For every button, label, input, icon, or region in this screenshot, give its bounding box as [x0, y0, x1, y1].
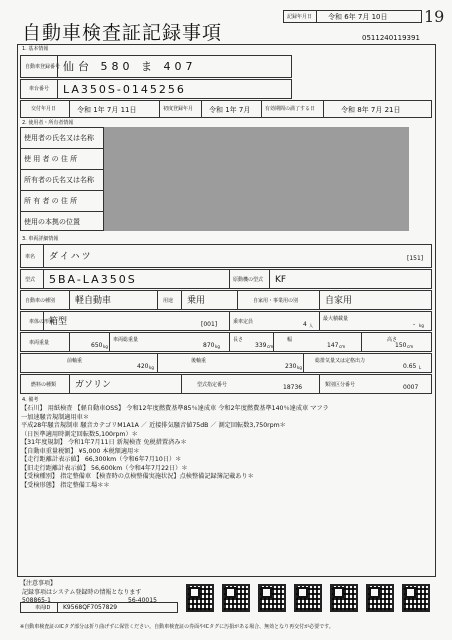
dates-row — [20, 100, 432, 118]
body-code: [001] — [201, 321, 218, 328]
reg-number-label: 自動車登録番号 — [25, 64, 61, 70]
doc-number: 0511240119391 — [362, 34, 420, 42]
section3-heading: 3. 車両詳細情報 — [22, 236, 59, 242]
type-row — [20, 290, 432, 310]
displacement-unit: L — [419, 365, 422, 370]
record-date-value: 令和 6年 7月 10日 — [328, 13, 388, 21]
max-load-unit: kg — [419, 323, 424, 328]
fuel-row — [20, 374, 432, 394]
chassis-row — [20, 79, 292, 99]
capacity-label: 乗車定員 — [233, 319, 254, 325]
maker-value: ダイハツ — [49, 252, 93, 262]
qr-code-1 — [186, 584, 214, 612]
remark-line: 平成28年騒音規制車 騒音カテゴリM1A1A ／ 近接排気騒音値75dB ／ 測定回転数3,750rpm＊ — [21, 422, 286, 429]
displacement-value: 0.65 — [403, 363, 417, 370]
engine-label: 原動機の型式 — [233, 277, 264, 283]
first-reg-label: 初度登録年月 — [163, 106, 194, 112]
remark-line: （日医準適用時測定回転数5,100rpm）＊ — [21, 430, 138, 438]
page-mark: 19 — [424, 7, 445, 26]
remark-line: 【自動車重量税額】 ¥5,000 本税額適用＊ — [21, 447, 140, 455]
reg-number-value: 仙台 580 ま 407 — [63, 60, 197, 73]
category-label: 類別区分番号 — [325, 382, 356, 388]
type-value: 軽自動車 — [75, 296, 112, 306]
notice-heading: 【注意事項】 — [20, 580, 57, 587]
height-value: 150 — [395, 342, 407, 349]
body-row — [20, 311, 432, 331]
bottom-note: ※自動車検査証のICタグ部分は折り曲げずに保管ください。自動車検査証の券面やICタグに汚損がある場合、無効となり再交付が必要です。 — [20, 624, 334, 630]
category-value: 0007 — [403, 384, 419, 391]
expiry-value: 令和 8年 7月 21日 — [341, 106, 401, 114]
fuel-label: 燃料の種類 — [31, 382, 57, 388]
capacity-unit: 人 — [309, 323, 313, 328]
length-value: 339 — [255, 342, 267, 349]
qr-code-7 — [402, 584, 430, 612]
body-label: 車体の形状 — [29, 319, 55, 325]
length-unit: cm — [267, 344, 274, 349]
owner-info-redaction — [104, 127, 409, 231]
maker-label: 車名 — [25, 254, 36, 260]
chassis-label: 車台番号 — [29, 86, 50, 92]
max-load-label: 最大積載量 — [323, 316, 349, 322]
height-unit: cm — [407, 344, 414, 349]
body-value: 箱型 — [49, 317, 68, 327]
remark-line: 【旧走行距離計表示値】 56,600km（令和4年7月22日）＊ — [21, 464, 188, 472]
business-label: 自家用・事業用の別 — [253, 298, 299, 304]
remark-line: 【走行距離計表示値】 66,300km（令和6年7月10日）＊ — [21, 456, 182, 463]
displacement-label: 総排気量又は定格出力 — [315, 358, 366, 364]
section4-heading: 4. 備考 — [22, 397, 39, 403]
remark-line: 【受検種別】 指定整備車 【検査時の点検整備実施状況】点検整備記録簿記載あり＊ — [21, 473, 254, 480]
issue-date-label: 交付年月日 — [31, 106, 57, 112]
use-label: 用途 — [163, 298, 174, 304]
gross-unit: kg — [215, 344, 220, 349]
record-date-label: 記録年月日 — [287, 14, 313, 20]
type-cert-label: 型式指定番号 — [197, 382, 228, 388]
model-value: 5BA-LA350S — [49, 273, 137, 286]
base-location-label: 使用の本拠の位置 — [24, 218, 80, 226]
front-axle-label: 前軸重 — [67, 358, 83, 364]
document-title: 自動車検査証記録事項 — [22, 22, 223, 44]
qr-code-5 — [330, 584, 358, 612]
front-axle-value: 420 — [137, 363, 149, 370]
axle-row — [20, 353, 432, 373]
width-unit: cm — [339, 344, 346, 349]
height-label: 高さ — [387, 337, 398, 343]
user-name-label: 使用者の氏名又は名称 — [24, 134, 94, 142]
model-row — [20, 269, 432, 289]
width-label: 幅 — [287, 337, 293, 343]
remark-line: 一加速騒音規制適用車＊ — [21, 413, 90, 421]
rear-axle-label: 後軸重 — [191, 358, 207, 364]
capacity-value: 4 — [303, 321, 307, 328]
section2-heading: 2. 使用者・所有者情報 — [22, 120, 74, 126]
maker-code: [151] — [407, 255, 424, 262]
length-label: 長さ — [233, 337, 244, 343]
record-date-box — [283, 10, 422, 23]
remark-line: 【石川】 用紙検査 【軽自動車OSS】 令和12年度燃費基準85％達成車 令和2年度燃費基準140％達成車 マフラ — [21, 405, 329, 412]
vehicle-id-label: 車両ID — [35, 605, 51, 611]
type-cert-value: 18736 — [283, 384, 303, 391]
qr-code-2 — [222, 584, 250, 612]
owner-table — [20, 127, 104, 231]
notice-text: 記録事項はシステム登録時の情報となります — [22, 589, 142, 596]
weight-row — [20, 332, 432, 352]
maker-row — [20, 244, 432, 268]
weight-label: 車両重量 — [29, 340, 50, 346]
expiry-label: 有効期間の満了する日 — [265, 106, 316, 112]
footer-code-2: 56-40015 — [128, 597, 157, 604]
owner-name-label: 所有者の氏名又は名称 — [24, 176, 94, 184]
section1-heading: 1. 基本情報 — [22, 46, 49, 52]
model-label: 型式 — [25, 277, 36, 283]
business-value: 自家用 — [325, 296, 353, 306]
max-load-value: - — [413, 321, 416, 328]
first-reg-value: 令和 1年 7月 — [209, 106, 251, 114]
remark-line: 【受検形態】 指定整備工場＊＊ — [21, 481, 110, 489]
vehicle-id-box — [20, 602, 178, 613]
qr-code-3 — [258, 584, 286, 612]
owner-address-label: 所 有 者 の 住 所 — [24, 197, 78, 205]
vehicle-id-value: K9568QF7057829 — [63, 604, 118, 611]
user-address-label: 使 用 者 の 住 所 — [24, 155, 78, 163]
gross-value: 870 — [203, 342, 215, 349]
rear-axle-unit: kg — [297, 365, 302, 370]
reg-number-row — [20, 55, 292, 78]
qr-code-4 — [294, 584, 322, 612]
qr-code-6 — [366, 584, 394, 612]
footer-code-1: 508865-1 — [22, 597, 51, 604]
front-axle-unit: kg — [149, 365, 154, 370]
weight-unit: kg — [103, 344, 108, 349]
weight-value: 650 — [91, 342, 103, 349]
gross-label: 車両総重量 — [113, 337, 139, 343]
rear-axle-value: 230 — [285, 363, 297, 370]
use-value: 乗用 — [187, 296, 206, 306]
type-label: 自動車の種別 — [25, 298, 56, 304]
issue-date-value: 令和 1年 7月 11日 — [77, 106, 137, 114]
chassis-value: LA350S-0145256 — [63, 83, 186, 96]
engine-value: KF — [275, 275, 287, 285]
remark-line: 【31年度規制】 令和1年7月11日 新規検査 免税措置済み＊ — [21, 439, 187, 446]
fuel-value: ガソリン — [75, 380, 112, 390]
width-value: 147 — [327, 342, 339, 349]
